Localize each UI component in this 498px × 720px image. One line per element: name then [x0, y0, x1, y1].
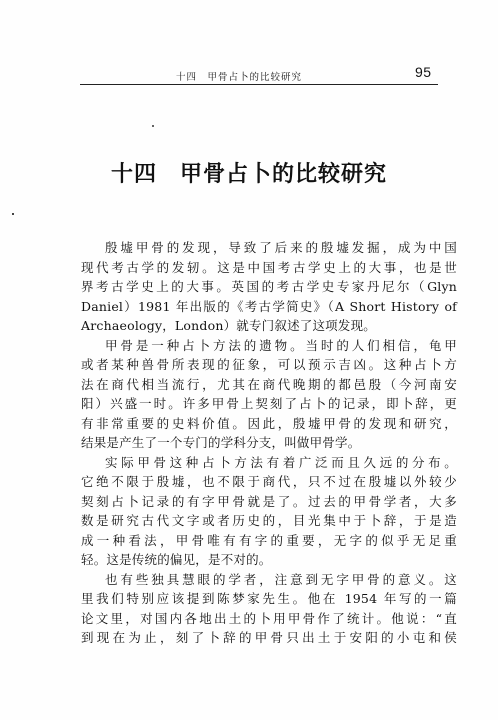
text-line: 论文里，对国内各地出土的卜用甲骨作了统计。他说：“直: [81, 610, 457, 626]
chapter-title: 十四 甲骨占卜的比较研究: [111, 161, 388, 187]
text-line: 到现在为止，刻了卜辞的甲骨只出土于安阳的小屯和侯: [81, 630, 457, 645]
text-line: 或者某种兽骨所表现的征象，可以预示吉凶。这种占卜方: [81, 357, 457, 372]
text-line: 它绝不限于殷墟，也不限于商代，只不过在殷墟以外较少: [81, 474, 457, 489]
text-line: 阳）兴盛一时。许多甲骨上契刻了占卜的记录，即卜辞，更: [81, 396, 457, 411]
header-rule: [80, 84, 438, 85]
margin-mark: [12, 213, 14, 215]
text-line: Daniel）1981 年出版的《考古学简史》（A Short History of: [81, 298, 457, 314]
text-line: 有非常重要的史料价值。因此，殷墟甲骨的发现和研究，: [81, 415, 457, 431]
text-line: 界考古学史上的大事。英国的考古学史专家丹尼尔（Glyn: [81, 279, 457, 294]
page-number: 95: [415, 64, 432, 80]
text-line: 数是研究古代文字或者历史的，目光集中于卜辞，于是造: [81, 513, 457, 528]
print-speck: [152, 125, 154, 127]
body-text: [81, 238, 457, 648]
text-line: 殷墟甲骨的发现，导致了后来的殷墟发掘，成为中国: [105, 240, 457, 255]
text-line: 现代考古学的发轫。这是中国考古学史上的大事，也是世: [81, 259, 457, 275]
text-line: 法在商代相当流行，尤其在商代晚期的都邑殷（今河南安: [81, 376, 457, 392]
text-line: 成一种看法，甲骨唯有有字的重要，无字的似乎无足重: [81, 532, 457, 548]
running-title: 十四 甲骨占卜的比较研究: [176, 72, 303, 83]
text-line: 实际甲骨这种占卜方法有着广泛而且久远的分布。: [105, 454, 457, 470]
text-line: 里我们特别应该提到陈梦家先生。他在 1954 年写的一篇: [81, 591, 457, 606]
text-line: 契刻占卜记录的有字甲骨就是了。过去的甲骨学者，大多: [81, 493, 457, 509]
text-line: Archaeology，London）就专门叙述了这项发现。: [81, 318, 376, 333]
text-line: 轻。这是传统的偏见，是不对的。: [81, 552, 272, 567]
running-header: [0, 60, 498, 90]
text-line: 结果是产生了一个专门的学科分支，叫做甲骨学。: [81, 435, 361, 450]
text-line: 也有些独具慧眼的学者，注意到无字甲骨的意义。这: [105, 571, 457, 587]
text-line: 甲骨是一种占卜方法的遗物。当时的人们相信，龟甲: [105, 337, 457, 353]
